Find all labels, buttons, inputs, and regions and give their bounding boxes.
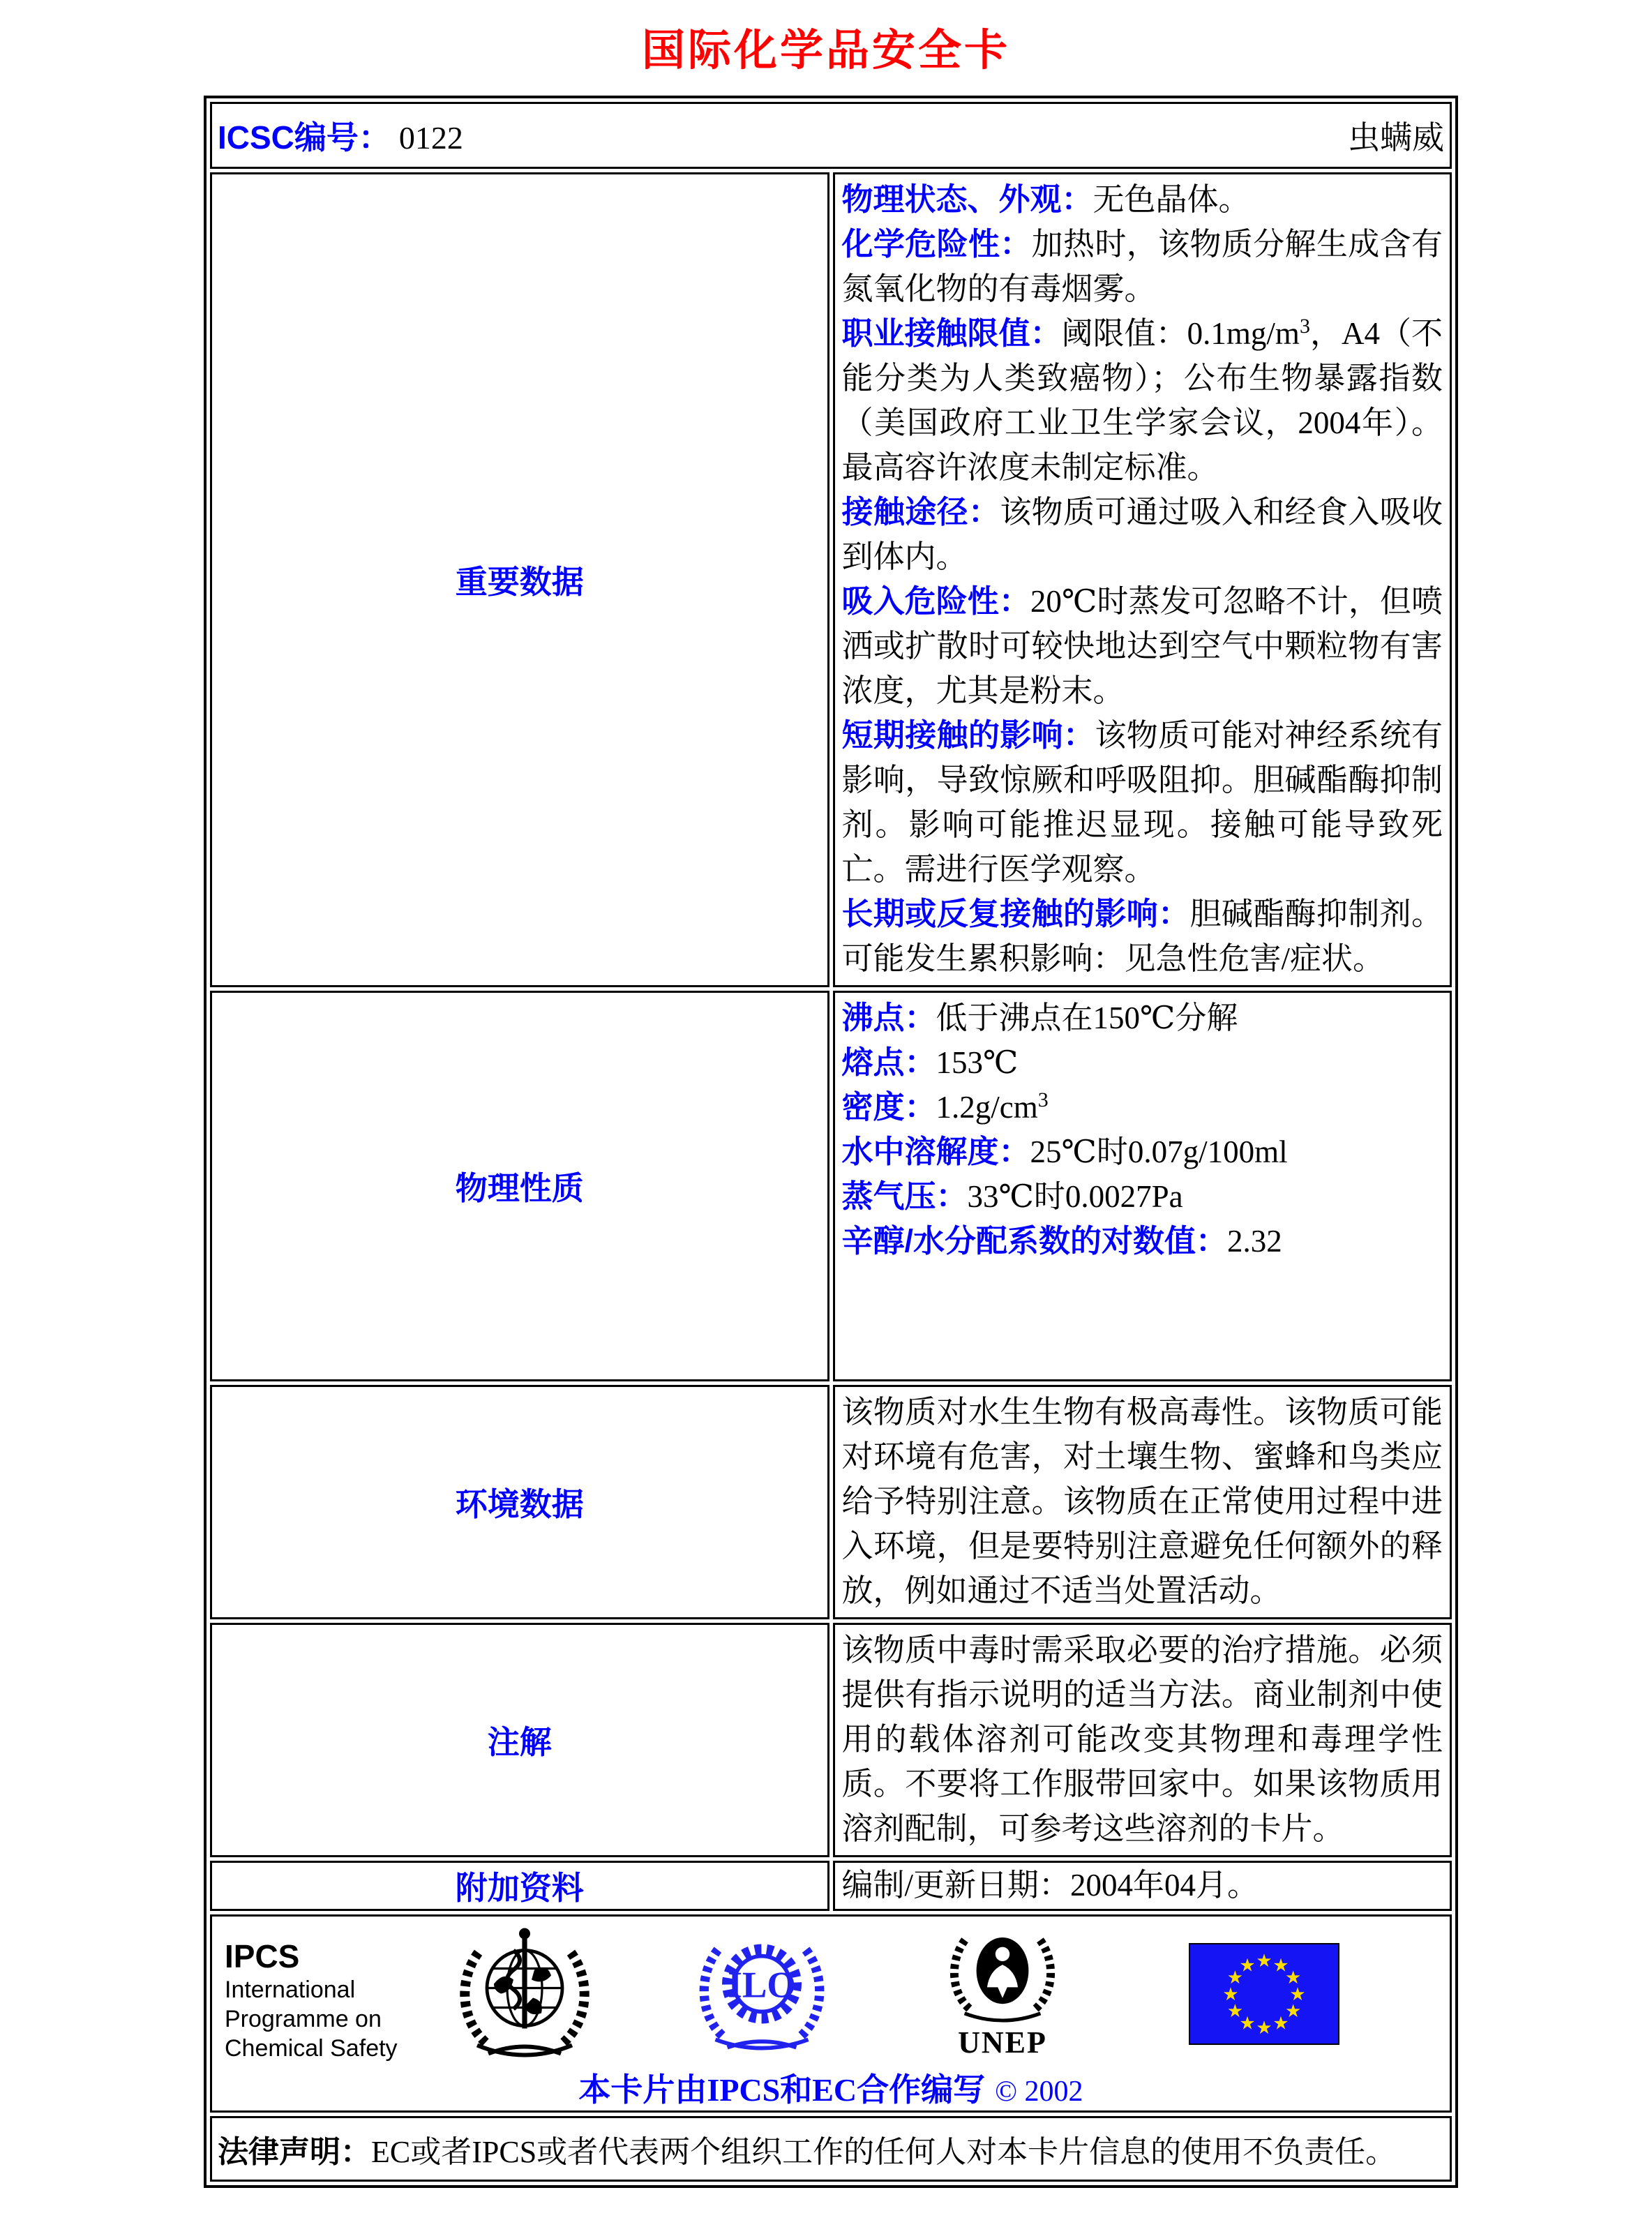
ipcs-acronym: IPCS	[225, 1938, 300, 1974]
section-label-environmental-data: 环境数据	[210, 1385, 829, 1619]
header-row	[210, 102, 1452, 169]
legal-label: 法律声明：	[218, 2135, 371, 2169]
eu-flag-icon	[1189, 1943, 1339, 2045]
chemical-name: 虫螨威	[1348, 120, 1444, 156]
field-physical-state: 物理状态、外观：无色晶体。	[841, 181, 1250, 217]
field-chemical-danger: 化学危险性：加热时，该物质分解生成含有氮氧化物的有毒烟雾。	[841, 226, 1443, 306]
physical-properties-row	[210, 991, 1452, 1381]
icsc-number-group	[218, 112, 463, 158]
notes-row	[210, 1623, 1452, 1857]
svg-text:★: ★	[1272, 2013, 1289, 2034]
svg-text:★: ★	[1222, 1984, 1239, 2005]
section-label-notes: 注解	[210, 1623, 829, 1857]
page-title: 国际化学品安全卡	[641, 27, 1010, 75]
ipcs-line3: Chemical Safety	[225, 2035, 398, 2062]
field-melting-point: 熔点：153℃	[841, 1044, 1019, 1080]
header-cell	[210, 102, 1452, 169]
svg-text:★: ★	[1289, 1984, 1306, 2005]
field-octanol-water-partition: 辛醇/水分配系数的对数值：2.32	[841, 1223, 1282, 1259]
icsc-card-page	[0, 15, 1652, 2227]
ilo-emblem-icon	[696, 1921, 828, 2060]
section-label-important-data: 重要数据	[210, 172, 829, 987]
svg-text:★: ★	[1226, 1967, 1244, 1988]
icsc-card-table	[204, 96, 1458, 2188]
field-vapor-pressure: 蒸气压：33℃时0.0027Pa	[841, 1178, 1183, 1214]
copyright: © 2002	[995, 2076, 1083, 2108]
logos-row	[210, 1914, 1452, 2113]
section-label-additional-info: 附加资料	[210, 1861, 829, 1911]
icsc-number-value: 0122	[398, 120, 463, 156]
field-update-date: 编制/更新日期：2004年04月。	[841, 1868, 1259, 1903]
svg-text:★: ★	[1284, 2001, 1302, 2022]
ipcs-text-block	[225, 1921, 434, 2063]
field-occupational-limits: 职业接触限值：阈限值：$0.1mg/m^3$，A4（不能分类为人类致癌物）；公布生物暴露指数（美国政府工业卫生学家会议，2004年）。最高容许浓度未制定标准。	[841, 315, 1443, 485]
field-short-term-effects: 短期接触的影响：该物质可能对神经系统有影响，导致惊厥和呼吸阻抑。胆碱酯酶抑制剂。影响可能推迟显现。接触可能导致死亡。需进行医学观察。	[841, 717, 1443, 887]
field-long-term-effects: 长期或反复接触的影响：胆碱酯酶抑制剂。可能发生累积影响：见急性危害/症状。	[841, 896, 1443, 976]
important-data-row	[210, 172, 1452, 987]
field-density: 密度：$1.2g/cm^3$	[841, 1088, 1049, 1125]
field-inhalation-risk: 吸入危险性：20℃时蒸发可忽略不计，但喷洒或扩散时可较快地达到空气中颗粒物有害浓度，尤其是粉末。	[841, 583, 1443, 708]
notes-content: 该物质中毒时需采取必要的治疗措施。必须提供有指示说明的适当方法。商业制剂中使用的载体溶剂可能改变其物理和毒理学性质。不要将工作服带回家中。如果该物质用溶剂配制，可参考这些溶剂的卡片。	[833, 1623, 1452, 1857]
ipcs-line1: International	[225, 1977, 356, 2003]
field-exposure-routes: 接触途径：该物质可通过吸入和经食入吸收到体内。	[841, 494, 1443, 574]
logos-cell	[210, 1914, 1452, 2113]
footer-caption: 本卡片由IPCS和EC合作编写 © 2002	[578, 2072, 1083, 2108]
svg-text:★: ★	[1256, 1951, 1272, 1972]
ipcs-line2: Programme on	[225, 2006, 382, 2032]
unep-block	[933, 1921, 1072, 2060]
environmental-data-row	[210, 1385, 1452, 1619]
field-boiling-point: 沸点：低于沸点在150℃分解	[841, 1000, 1238, 1035]
svg-text:★: ★	[1272, 1955, 1289, 1977]
physical-properties-content	[833, 991, 1452, 1381]
svg-text:ILO: ILO	[728, 1964, 796, 2006]
environmental-data-content: 该物质对水生生物有极高毒性。该物质可能对环境有危害，对土壤生物、蜜蜂和鸟类应给予特别注意。该物质在正常使用过程中进入环境，但是要特别注意避免任何额外的释放，例如通过不适当处置活动。	[833, 1385, 1452, 1619]
section-label-physical-properties: 物理性质	[210, 991, 829, 1381]
additional-info-content	[833, 1861, 1452, 1911]
unep-emblem-icon	[943, 1921, 1062, 2025]
icsc-number-label: ICSC编号：	[218, 119, 391, 156]
legal-row	[210, 2116, 1452, 2182]
additional-info-row	[210, 1861, 1452, 1911]
svg-text:★: ★	[1239, 2013, 1256, 2034]
svg-text:★: ★	[1239, 1955, 1256, 1977]
who-emblem-icon	[455, 1921, 594, 2064]
svg-text:★: ★	[1284, 1967, 1302, 1988]
important-data-content	[833, 172, 1452, 987]
field-water-solubility: 水中溶解度：25℃时0.07g/100ml	[841, 1134, 1288, 1169]
unep-label: UNEP	[958, 2025, 1047, 2060]
svg-text:★: ★	[1226, 2001, 1244, 2022]
legal-text: EC或者IPCS或者代表两个组织工作的任何人对本卡片信息的使用不负责任。	[371, 2135, 1397, 2169]
svg-text:★: ★	[1256, 2018, 1272, 2039]
legal-cell	[210, 2116, 1452, 2182]
